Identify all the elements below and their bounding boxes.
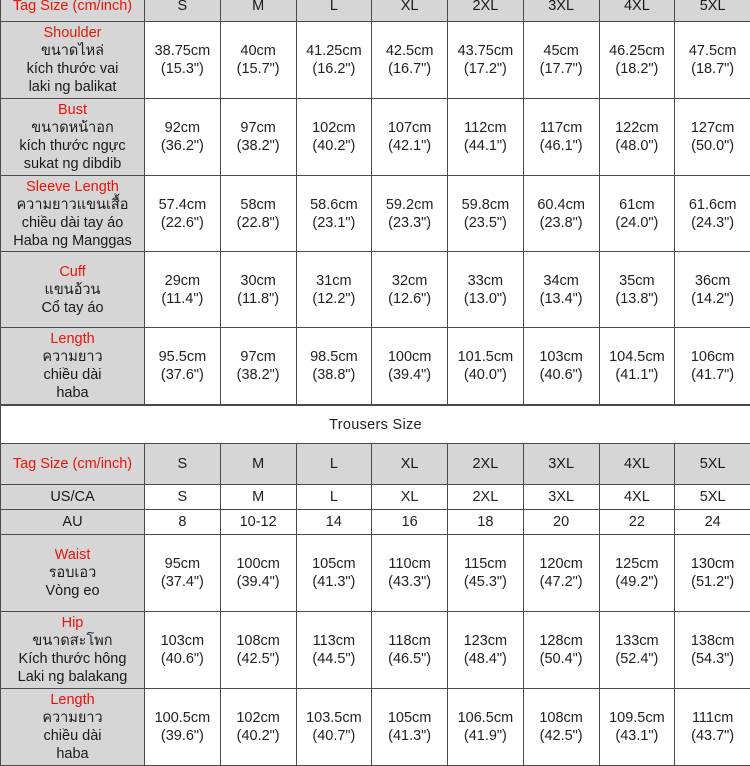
cm-value: 40cm [221, 42, 296, 60]
size-header-5xl: 5XL [675, 0, 750, 22]
measure-cell [675, 22, 750, 99]
cm-value: 30cm [221, 272, 296, 290]
measure-translation: แขนอ้วน [1, 281, 144, 299]
cm-value: 105cm [372, 709, 447, 727]
measure-translation: haba [1, 745, 144, 763]
measure-cell [448, 328, 524, 405]
cm-value: 102cm [221, 709, 296, 727]
measure-label [1, 612, 145, 689]
cm-value: 31cm [297, 272, 372, 290]
measure-cell [448, 252, 524, 328]
measure-row-hip [1, 612, 750, 689]
measure-cell [220, 99, 296, 176]
measure-cell [448, 535, 524, 612]
inch-value: (48.0") [600, 137, 675, 155]
au-row [1, 510, 750, 535]
cm-value: 58.6cm [297, 196, 372, 214]
cm-value: 133cm [600, 632, 675, 650]
cm-value: 59.2cm [372, 196, 447, 214]
cm-value: 100.5cm [145, 709, 220, 727]
measure-cell [145, 99, 221, 176]
cm-value: 128cm [524, 632, 599, 650]
measure-cell [448, 176, 524, 252]
measure-cell [296, 612, 372, 689]
measure-name: Sleeve Length [1, 178, 144, 196]
inch-value: (23.3") [372, 214, 447, 232]
cm-value: 98.5cm [297, 348, 372, 366]
inch-value: (18.7") [675, 60, 750, 78]
measure-translation: Vòng eo [1, 582, 144, 600]
cm-value: 61cm [600, 196, 675, 214]
size-header-xl: XL [372, 444, 448, 485]
inch-value: (54.3") [675, 650, 750, 668]
inch-value: (14.2") [675, 290, 750, 308]
measure-cell [296, 176, 372, 252]
measure-cell [145, 328, 221, 405]
trousers-title: Trousers Size [1, 406, 750, 444]
measure-translation: chiều dài [1, 366, 144, 384]
measure-cell [145, 22, 221, 99]
us-ca-row-value: XL [372, 485, 448, 510]
measure-cell [448, 99, 524, 176]
inch-value: (40.2") [297, 137, 372, 155]
measure-row-bust [1, 99, 750, 176]
measure-name: Hip [1, 614, 144, 632]
cm-value: 125cm [600, 555, 675, 573]
inch-value: (46.5") [372, 650, 447, 668]
inch-value: (40.0") [448, 366, 523, 384]
inch-value: (41.3") [372, 727, 447, 745]
measure-row-length [1, 328, 750, 405]
inch-value: (41.9") [448, 727, 523, 745]
inch-value: (12.6") [372, 290, 447, 308]
inch-value: (41.7") [675, 366, 750, 384]
measure-cell [675, 535, 750, 612]
us-ca-row-value: 3XL [523, 485, 599, 510]
inch-value: (37.4") [145, 573, 220, 591]
us-ca-row-value: L [296, 485, 372, 510]
inch-value: (44.5") [297, 650, 372, 668]
size-header-3xl: 3XL [523, 444, 599, 485]
inch-value: (11.4") [145, 290, 220, 308]
measure-cell [220, 22, 296, 99]
measure-cell [296, 689, 372, 766]
size-header-3xl: 3XL [523, 0, 599, 22]
cm-value: 110cm [372, 555, 447, 573]
au-row-value: 10-12 [220, 510, 296, 535]
cm-value: 106cm [675, 348, 750, 366]
measure-cell [523, 535, 599, 612]
inch-value: (22.6") [145, 214, 220, 232]
inch-value: (48.4") [448, 650, 523, 668]
measure-cell [523, 22, 599, 99]
inch-value: (47.2") [524, 573, 599, 591]
measure-translation: รอบเอว [1, 564, 144, 582]
measure-cell [523, 176, 599, 252]
us-ca-row-value: 4XL [599, 485, 675, 510]
measure-cell [145, 252, 221, 328]
cm-value: 105cm [297, 555, 372, 573]
inch-value: (42.1") [372, 137, 447, 155]
measure-cell [599, 328, 675, 405]
tag-size-label: Tag Size (cm/inch) [1, 444, 145, 485]
inch-value: (50.4") [524, 650, 599, 668]
inch-value: (13.8") [600, 290, 675, 308]
measure-translation: kích thước vai [1, 60, 144, 78]
measure-cell [372, 252, 448, 328]
cm-value: 33cm [448, 272, 523, 290]
cm-value: 127cm [675, 119, 750, 137]
cm-value: 106.5cm [448, 709, 523, 727]
inch-value: (24.3") [675, 214, 750, 232]
inch-value: (22.8") [221, 214, 296, 232]
inch-value: (43.3") [372, 573, 447, 591]
trousers-size-table [0, 405, 750, 766]
cm-value: 60.4cm [524, 196, 599, 214]
measure-translation: Haba ng Manggas [1, 232, 144, 250]
measure-cell [145, 612, 221, 689]
measure-cell [220, 612, 296, 689]
cm-value: 108cm [524, 709, 599, 727]
measure-translation: ความยาวแขนเสื้อ [1, 196, 144, 214]
measure-cell [220, 252, 296, 328]
cm-value: 109.5cm [600, 709, 675, 727]
inch-value: (23.8") [524, 214, 599, 232]
measure-cell [675, 612, 750, 689]
cm-value: 138cm [675, 632, 750, 650]
size-header-m: M [220, 0, 296, 22]
measure-row-length [1, 689, 750, 766]
inch-value: (42.5") [221, 650, 296, 668]
au-row-value: 16 [372, 510, 448, 535]
measure-cell [296, 252, 372, 328]
measure-label [1, 176, 145, 252]
cm-value: 45cm [524, 42, 599, 60]
inch-value: (41.3") [297, 573, 372, 591]
cm-value: 120cm [524, 555, 599, 573]
size-header-s: S [145, 444, 221, 485]
measure-name: Waist [1, 546, 144, 564]
inch-value: (39.6") [145, 727, 220, 745]
inch-value: (15.3") [145, 60, 220, 78]
au-row-value: 18 [448, 510, 524, 535]
cm-value: 34cm [524, 272, 599, 290]
measure-cell [599, 612, 675, 689]
measure-label [1, 535, 145, 612]
cm-value: 108cm [221, 632, 296, 650]
inch-value: (37.6") [145, 366, 220, 384]
measure-translation: haba [1, 384, 144, 402]
measure-name: Length [1, 691, 144, 709]
measure-cell [599, 99, 675, 176]
cm-value: 97cm [221, 119, 296, 137]
measure-translation: kích thước ngực [1, 137, 144, 155]
trousers-title-row [1, 406, 750, 444]
us-ca-row-value: 2XL [448, 485, 524, 510]
cm-value: 36cm [675, 272, 750, 290]
inch-value: (11.8") [221, 290, 296, 308]
measure-cell [675, 99, 750, 176]
inch-value: (40.6") [524, 366, 599, 384]
inch-value: (13.4") [524, 290, 599, 308]
measure-label [1, 99, 145, 176]
measure-row-sleeve-length [1, 176, 750, 252]
measure-cell [296, 99, 372, 176]
measure-cell [599, 252, 675, 328]
cm-value: 29cm [145, 272, 220, 290]
measure-label [1, 328, 145, 405]
measure-name: Cuff [1, 263, 144, 281]
cm-value: 58cm [221, 196, 296, 214]
au-row-value: 14 [296, 510, 372, 535]
cm-value: 112cm [448, 119, 523, 137]
measure-translation: chiều dài tay áo [1, 214, 144, 232]
cm-value: 57.4cm [145, 196, 220, 214]
size-header-s: S [145, 0, 221, 22]
inch-value: (23.1") [297, 214, 372, 232]
size-header-5xl: 5XL [675, 444, 750, 485]
measure-cell [372, 99, 448, 176]
tag-size-header-row [1, 0, 750, 22]
au-row-value: 22 [599, 510, 675, 535]
size-header-m: M [220, 444, 296, 485]
measure-translation: Kích thước hông [1, 650, 144, 668]
measure-translation: Cổ tay áo [1, 299, 144, 317]
measure-cell [145, 176, 221, 252]
us-ca-row-value: M [220, 485, 296, 510]
us-ca-row-value: 5XL [675, 485, 750, 510]
measure-cell [523, 99, 599, 176]
measure-cell [599, 22, 675, 99]
measure-cell [372, 535, 448, 612]
measure-cell [448, 689, 524, 766]
cm-value: 100cm [372, 348, 447, 366]
measure-row-shoulder [1, 22, 750, 99]
us-ca-row-value: S [145, 485, 221, 510]
inch-value: (17.7") [524, 60, 599, 78]
inch-value: (41.1") [600, 366, 675, 384]
au-row-value: 20 [523, 510, 599, 535]
measure-translation: Laki ng balakang [1, 668, 144, 686]
inch-value: (16.2") [297, 60, 372, 78]
measure-cell [372, 176, 448, 252]
inch-value: (12.2") [297, 290, 372, 308]
measure-cell [372, 689, 448, 766]
measure-cell [296, 535, 372, 612]
measure-translation: laki ng balikat [1, 78, 144, 96]
measure-cell [523, 689, 599, 766]
size-header-l: L [296, 0, 372, 22]
cm-value: 104.5cm [600, 348, 675, 366]
au-row-value: 24 [675, 510, 750, 535]
measure-cell [675, 252, 750, 328]
size-header-2xl: 2XL [448, 444, 524, 485]
inch-value: (50.0") [675, 137, 750, 155]
cm-value: 123cm [448, 632, 523, 650]
cm-value: 103cm [524, 348, 599, 366]
inch-value: (40.6") [145, 650, 220, 668]
measure-cell [675, 689, 750, 766]
cm-value: 35cm [600, 272, 675, 290]
measure-translation: ขนาดไหล่ [1, 42, 144, 60]
cm-value: 113cm [297, 632, 372, 650]
measure-cell [372, 22, 448, 99]
inch-value: (42.5") [524, 727, 599, 745]
cm-value: 95.5cm [145, 348, 220, 366]
cm-value: 97cm [221, 348, 296, 366]
inch-value: (39.4") [221, 573, 296, 591]
inch-value: (46.1") [524, 137, 599, 155]
tag-size-header-row [1, 444, 750, 485]
cm-value: 103.5cm [297, 709, 372, 727]
cm-value: 100cm [221, 555, 296, 573]
cm-value: 103cm [145, 632, 220, 650]
cm-value: 92cm [145, 119, 220, 137]
cm-value: 117cm [524, 119, 599, 137]
inch-value: (13.0") [448, 290, 523, 308]
size-header-4xl: 4XL [599, 0, 675, 22]
measure-translation: ความยาว [1, 709, 144, 727]
measure-cell [523, 328, 599, 405]
cm-value: 59.8cm [448, 196, 523, 214]
inch-value: (43.7") [675, 727, 750, 745]
cm-value: 107cm [372, 119, 447, 137]
measure-cell [599, 689, 675, 766]
inch-value: (18.2") [600, 60, 675, 78]
measure-cell [675, 176, 750, 252]
measure-cell [296, 328, 372, 405]
tag-size-label: Tag Size (cm/inch) [1, 0, 145, 22]
cm-value: 111cm [675, 709, 750, 727]
cm-value: 95cm [145, 555, 220, 573]
cm-value: 61.6cm [675, 196, 750, 214]
measure-cell [220, 176, 296, 252]
cm-value: 115cm [448, 555, 523, 573]
size-header-xl: XL [372, 0, 448, 22]
inch-value: (52.4") [600, 650, 675, 668]
measure-cell [220, 535, 296, 612]
measure-name: Bust [1, 101, 144, 119]
measure-cell [523, 612, 599, 689]
measure-translation: sukat ng dibdib [1, 155, 144, 173]
cm-value: 32cm [372, 272, 447, 290]
size-header-l: L [296, 444, 372, 485]
inch-value: (38.2") [221, 366, 296, 384]
inch-value: (38.2") [221, 137, 296, 155]
measure-cell [220, 328, 296, 405]
measure-cell [220, 689, 296, 766]
measure-cell [145, 689, 221, 766]
measure-cell [523, 252, 599, 328]
measure-cell [599, 535, 675, 612]
us-ca-row [1, 485, 750, 510]
measure-label [1, 22, 145, 99]
measure-cell [372, 612, 448, 689]
inch-value: (45.3") [448, 573, 523, 591]
measure-cell [145, 535, 221, 612]
cm-value: 130cm [675, 555, 750, 573]
au-row-value: 8 [145, 510, 221, 535]
inch-value: (51.2") [675, 573, 750, 591]
inch-value: (16.7") [372, 60, 447, 78]
measure-cell [372, 328, 448, 405]
us-ca-row-label: US/CA [1, 485, 145, 510]
measure-row-cuff [1, 252, 750, 328]
size-header-4xl: 4XL [599, 444, 675, 485]
cm-value: 38.75cm [145, 42, 220, 60]
inch-value: (24.0") [600, 214, 675, 232]
inch-value: (36.2") [145, 137, 220, 155]
measure-name: Shoulder [1, 24, 144, 42]
inch-value: (39.4") [372, 366, 447, 384]
inch-value: (44.1") [448, 137, 523, 155]
measure-name: Length [1, 330, 144, 348]
cm-value: 101.5cm [448, 348, 523, 366]
measure-translation: ขนาดหน้าอก [1, 119, 144, 137]
inch-value: (15.7") [221, 60, 296, 78]
cm-value: 41.25cm [297, 42, 372, 60]
cm-value: 43.75cm [448, 42, 523, 60]
cm-value: 46.25cm [600, 42, 675, 60]
inch-value: (40.7") [297, 727, 372, 745]
measure-label [1, 252, 145, 328]
cm-value: 118cm [372, 632, 447, 650]
measure-translation: ความยาว [1, 348, 144, 366]
measure-translation: ขนาดสะโพก [1, 632, 144, 650]
au-row-label: AU [1, 510, 145, 535]
inch-value: (43.1") [600, 727, 675, 745]
cm-value: 102cm [297, 119, 372, 137]
inch-value: (17.2") [448, 60, 523, 78]
measure-cell [675, 328, 750, 405]
measure-cell [296, 22, 372, 99]
size-header-2xl: 2XL [448, 0, 524, 22]
cm-value: 122cm [600, 119, 675, 137]
inch-value: (49.2") [600, 573, 675, 591]
measure-row-waist [1, 535, 750, 612]
cm-value: 42.5cm [372, 42, 447, 60]
measure-translation: chiều dài [1, 727, 144, 745]
measure-label [1, 689, 145, 766]
inch-value: (23.5") [448, 214, 523, 232]
measure-cell [599, 176, 675, 252]
measure-cell [448, 612, 524, 689]
inch-value: (40.2") [221, 727, 296, 745]
cm-value: 47.5cm [675, 42, 750, 60]
inch-value: (38.8") [297, 366, 372, 384]
measure-cell [448, 22, 524, 99]
